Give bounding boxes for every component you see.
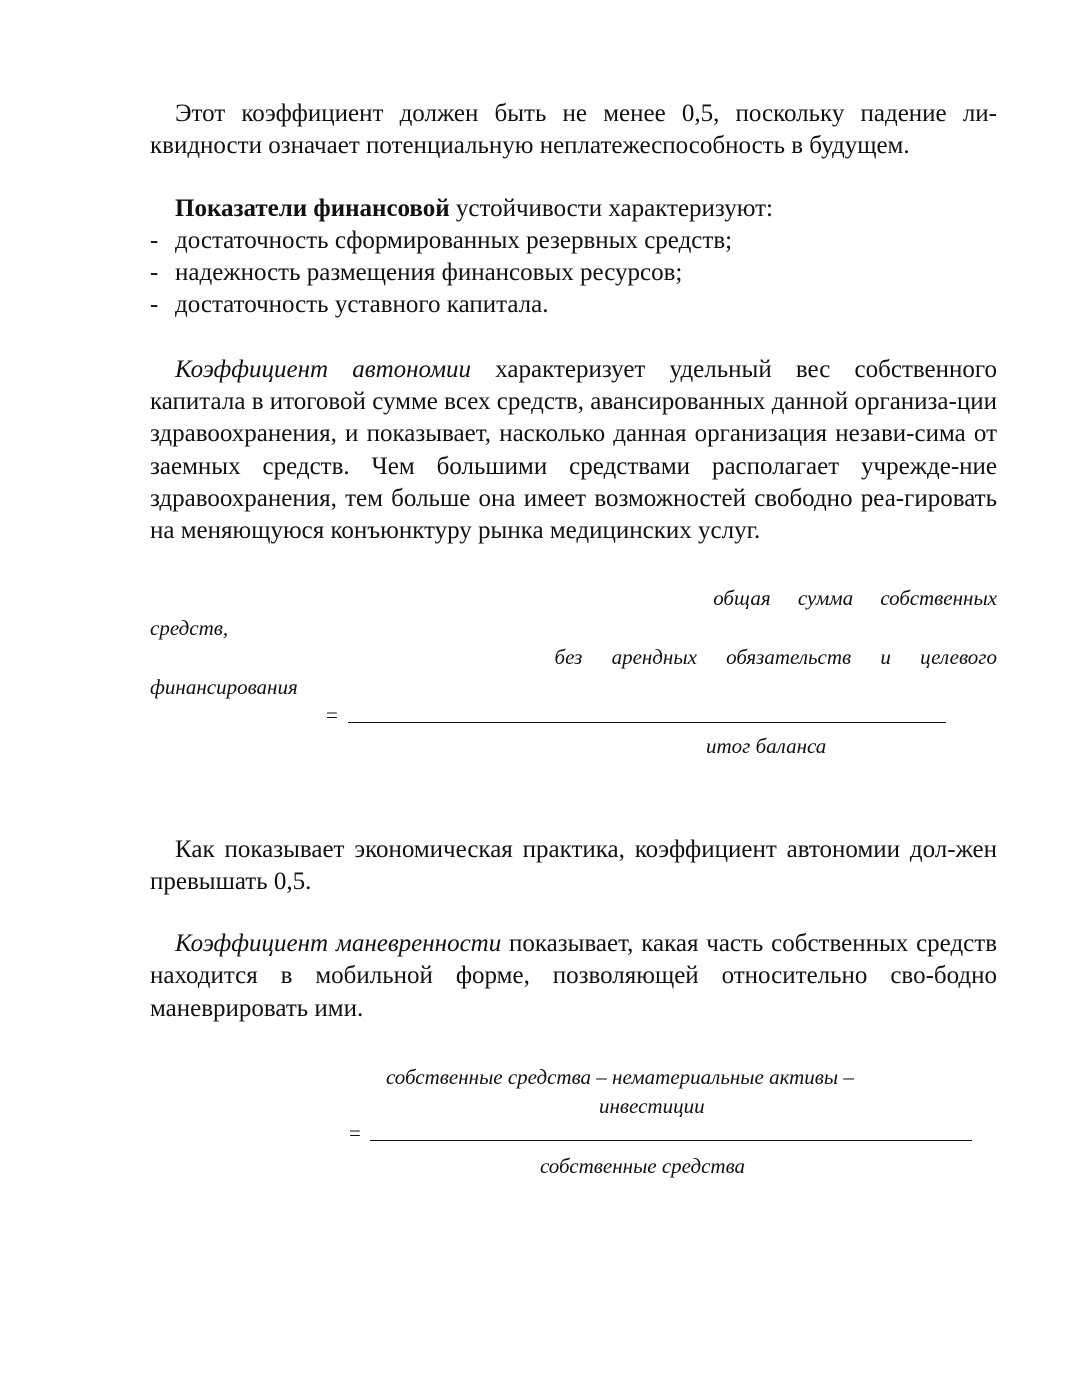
formula-denominator: итог баланса bbox=[706, 733, 827, 758]
paragraph-liquidity: Этот коэффициент должен быть не менее 0,5, поскольку падение ли-квидности означает потенциальную неплатежеспособность в будущем. bbox=[150, 100, 997, 160]
paragraph-maneuverability bbox=[150, 928, 997, 1025]
italic-term: Коэффициент автономии bbox=[175, 355, 472, 383]
formula-denominator: собственные средства bbox=[540, 1154, 746, 1179]
formula-numerator-line: общая сумма собственных bbox=[713, 585, 997, 610]
list-item bbox=[150, 289, 997, 321]
list-marker: - bbox=[150, 291, 159, 319]
autonomy-rest: характеризует удельный вес собственного капитала в итоговой сумме всех средств, авансированных данной организа-ции здравоохранения, и показывает, насколько данная организация незави-сима от заемных средств. Чем большими средствами располагает учрежде-ние здравоохранения, тем больше она имеет возможностей свободно реа-гировать на меняющуюся конъюнктуру рынка медицинских услуг. bbox=[150, 355, 998, 545]
list-item bbox=[150, 257, 997, 289]
list-item bbox=[150, 225, 997, 257]
fraction-bar bbox=[348, 722, 946, 723]
document-body bbox=[150, 98, 997, 1193]
formula-numerator-line: без арендных обязательств и целевого bbox=[554, 644, 997, 669]
intro-rest: устойчивости характеризуют: bbox=[449, 194, 773, 222]
maneuverability-rest: показывает, какая часть собственных средств находится в мобильной форме, позволяющей относительно сво-бодно маневрировать ими. bbox=[150, 930, 997, 1022]
fraction-bar bbox=[370, 1140, 972, 1141]
formula-numerator-line: средств, bbox=[150, 615, 229, 640]
autonomy-formula bbox=[150, 584, 997, 804]
list-marker: - bbox=[150, 226, 159, 254]
equals-sign: = bbox=[326, 702, 338, 727]
list-marker: - bbox=[150, 259, 159, 287]
list-item-text: достаточность сформированных резервных средств; bbox=[175, 226, 733, 254]
equals-sign: = bbox=[349, 1121, 361, 1146]
list-item-text: достаточность уставного капитала. bbox=[175, 291, 549, 319]
bold-term: Показатели финансовой bbox=[175, 194, 450, 222]
paragraph-autonomy-norm: Как показывает экономическая практика, коэффициент автономии дол-жен превышать 0,5. bbox=[150, 835, 997, 895]
paragraph-autonomy bbox=[150, 354, 997, 548]
formula-numerator-line: финансирования bbox=[150, 674, 298, 699]
indicator-list bbox=[150, 225, 997, 322]
maneuverability-formula bbox=[150, 1063, 997, 1193]
italic-term: Коэффициент маневренности bbox=[175, 930, 502, 958]
list-item-text: надежность размещения финансовых ресурсов; bbox=[175, 259, 683, 287]
paragraph-stability-intro bbox=[150, 193, 997, 225]
formula-numerator-line: собственные средства – нематериальные активы – bbox=[386, 1065, 854, 1090]
formula-numerator-line: инвестиции bbox=[599, 1094, 705, 1119]
